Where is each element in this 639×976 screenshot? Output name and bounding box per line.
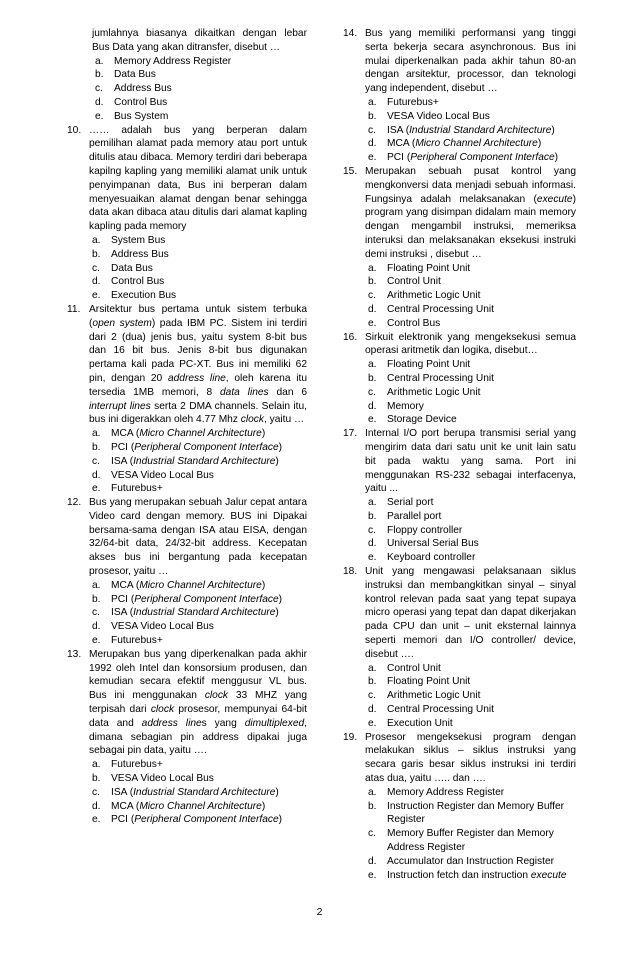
option-text: Universal Serial Bus [387,538,479,550]
option-letter: a. [368,497,377,509]
option-letter: c. [92,607,100,619]
left-question-list [67,124,307,828]
answer-option [89,758,307,772]
option-text: Control Bus [387,317,441,329]
option-letter: e. [368,869,377,881]
question-number: 10. [67,124,82,136]
question-18 [343,565,576,731]
answer-option [365,413,576,427]
option-letter: b. [92,248,101,260]
option-letter: e. [368,414,377,426]
answer-option [365,303,576,317]
option-text: Address Bus [111,248,169,260]
option-list [365,358,576,427]
answer-option [89,441,307,455]
answer-option [89,469,307,483]
question-15 [343,165,576,331]
option-text: PCI (Peripheral Component Interface) [111,441,283,453]
right-question-list [343,27,576,882]
option-text: Control Unit [387,276,441,288]
option-text: Arithmetic Logic Unit [387,386,481,398]
option-text: Futurebus+ [387,96,439,108]
question-stem: Sirkuit elektronik yang mengeksekusi semua operasi aritmetik dan logika, disebut… [365,331,576,357]
option-list [365,662,576,731]
answer-option [365,551,576,565]
answer-option [365,717,576,731]
option-letter: d. [368,303,377,315]
option-letter: a. [368,359,377,371]
answer-option [365,703,576,717]
answer-option [92,82,307,96]
answer-option [89,772,307,786]
option-text: Floppy controller [387,524,463,536]
option-text: MCA (Micro Channel Architecture) [111,800,266,812]
option-letter: c. [368,828,376,840]
answer-option [365,689,576,703]
option-letter: d. [92,800,101,812]
option-letter: d. [92,276,101,288]
answer-option [365,675,576,689]
option-text: Execution Unit [387,717,453,729]
question-number: 19. [343,731,358,743]
option-text: VESA Video Local Bus [387,110,490,122]
answer-option [89,593,307,607]
question-10 [67,124,307,303]
option-text: Central Processing Unit [387,704,495,716]
answer-option [365,537,576,551]
answer-option [365,800,576,828]
answer-option [365,855,576,869]
option-letter: c. [92,455,100,467]
option-list [89,758,307,827]
option-text: Futurebus+ [111,759,163,771]
option-letter: e. [92,814,101,826]
option-text: ISA (Industrial Standard Architecture) [387,124,555,136]
option-text: Parallel port [387,510,442,522]
option-text: Central Processing Unit [387,372,495,384]
answer-option [92,55,307,69]
question-stem: …… adalah bus yang berperan dalam pemilihan alamat pada memory atau port untuk ditulis atau dibaca. Memory terdiri dari beberapa kapilng kapling yang memiliki alamat unik untuk penyimpanan data, Bus ini berperan dalam menyesuaikan alamat dengan benar sehingga data akan dibaca atau ditulis dari alamat kapling kapling pada memory [89,124,308,233]
question-19 [343,731,576,883]
answer-option [365,151,576,165]
answer-option [365,110,576,124]
question-13 [67,648,307,827]
question-9-continuation [67,27,307,124]
option-text: Control Unit [387,662,441,674]
option-letter: a. [92,579,101,591]
answer-option [89,634,307,648]
answer-option [365,372,576,386]
option-list [365,786,576,883]
answer-option [365,827,576,855]
option-text: Data Bus [114,69,156,81]
question-stem: jumlahnya biasanya dikaitkan dengan lebar Bus Data yang akan ditransfer, disebut … [92,28,307,53]
option-text: ISA (Industrial Standard Architecture) [111,607,279,619]
option-letter: c. [92,262,100,274]
option-list [89,579,307,648]
answer-option [89,579,307,593]
option-list [89,427,307,496]
option-letter: a. [92,759,101,771]
option-letter: e. [92,483,101,495]
option-letter: e. [368,717,377,729]
question-11 [67,303,307,496]
answer-option [89,275,307,289]
option-letter: c. [92,786,100,798]
option-letter: a. [92,234,101,246]
answer-option [365,137,576,151]
option-letter: c. [368,124,376,136]
answer-option [92,68,307,82]
question-17 [343,427,576,565]
option-text: PCI (Peripheral Component Interface) [111,814,283,826]
option-letter: c. [368,690,376,702]
option-text: MCA (Micro Channel Architecture) [111,579,266,591]
option-text: Floating Point Unit [387,676,471,688]
answer-option [365,400,576,414]
option-text: Storage Device [387,414,457,426]
right-column [343,27,576,882]
option-letter: c. [368,290,376,302]
answer-option [89,427,307,441]
option-letter: e. [368,552,377,564]
option-letter: d. [92,621,101,633]
option-letter: b. [368,372,377,384]
option-text: Data Bus [111,262,153,274]
answer-option [365,317,576,331]
question-12 [67,496,307,648]
option-text: ISA (Industrial Standard Architecture) [111,786,279,798]
option-text: Keyboard controller [387,552,476,564]
question-number: 18. [343,566,358,578]
option-letter: b. [92,593,101,605]
option-letter: d. [368,704,377,716]
question-number: 11. [67,303,81,315]
option-letter: e. [368,317,377,329]
option-letter: a. [368,786,377,798]
option-letter: c. [368,386,376,398]
question-stem: Prosesor mengeksekusi program dengan melakukan siklus – siklus instruksi yang secara garis besar siklus instruksi ini terdiri atas dua, yaitu ….. dan …. [365,731,576,785]
option-letter: d. [368,855,377,867]
answer-option [89,800,307,814]
answer-option [365,358,576,372]
page-number: 2 [316,906,323,918]
option-letter: c. [95,83,103,95]
option-letter: a. [368,96,377,108]
option-text: VESA Video Local Bus [111,469,214,481]
option-letter: d. [368,138,377,150]
option-text: System Bus [111,234,166,246]
answer-option [89,289,307,303]
option-letter: a. [92,428,101,440]
question-number: 15. [343,165,358,177]
option-list [365,262,576,331]
option-text: Address Bus [114,83,172,95]
answer-option [365,524,576,538]
option-text: MCA (Micro Channel Architecture) [387,138,542,150]
answer-option [365,786,576,800]
question-number: 17. [343,428,358,440]
option-list [89,234,307,303]
option-text: Central Processing Unit [387,303,495,315]
option-text: Bus System [114,110,169,122]
option-letter: d. [95,96,104,108]
option-letter: b. [95,69,104,81]
answer-option [92,96,307,110]
option-letter: b. [368,510,377,522]
answer-option [89,455,307,469]
option-letter: d. [92,469,101,481]
answer-option [365,386,576,400]
option-text: Control Bus [111,276,165,288]
option-text: Arithmetic Logic Unit [387,290,481,302]
option-letter: a. [95,55,104,67]
option-letter: b. [92,773,101,785]
option-text: Futurebus+ [111,483,163,495]
option-text: Memory Buffer Register dan Memory Address Register [387,828,554,854]
answer-option [365,662,576,676]
answer-option [89,606,307,620]
option-text: Memory Address Register [387,786,505,798]
answer-option [365,262,576,276]
answer-option [365,869,576,883]
answer-option [92,110,307,124]
answer-option [89,234,307,248]
option-letter: d. [368,538,377,550]
option-text: Execution Bus [111,290,177,302]
answer-option [365,510,576,524]
option-letter: b. [92,441,101,453]
option-letter: b. [368,276,377,288]
option-text: Memory Address Register [114,55,232,67]
question-number: 12. [67,497,82,509]
option-letter: b. [368,110,377,122]
option-list [67,55,307,124]
answer-option [89,248,307,262]
answer-option [365,124,576,138]
answer-option [89,620,307,634]
question-stem: Merupakan sebuah pusat kontrol yang mengkonversi data menjadi sebuah informasi. Fungsinya adalah melaksanakan (execute) program yang disimpan didalam main memory dengan mengambil instruksi, memeriksa interuksi dan melaksanakan eksekusi instruki demi instruksi , disebut … [365,165,576,260]
answer-option [89,786,307,800]
question-stem: Unit yang mengawasi pelaksanaan siklus instruksi dan membangkitkan sinyal – sinyal kontrol relevan pada saat yang tepat supaya micro operasi yang tepat dan dapat dikerjakan pada CPU dan unit – unit eksternal lainnya seperti memori dan I/O controller/ device, disebut …. [365,566,576,660]
option-text: Futurebus+ [111,635,163,647]
option-letter: e. [92,635,101,647]
option-text: Instruction Register dan Memory Buffer Register [387,800,565,826]
answer-option [89,262,307,276]
question-stem: Arsitektur bus pertama untuk sistem terbuka (open system) pada IBM PC. Sistem ini terdiri dari 2 (dua) jenis bus, yaitu system 8-bit bus dan 16 bit bus. Jenis 8-bit bus digunakan pertama kali pada PC-XT. Bus ini memiliki 62 pin, dengan 20 address line, oleh karena itu tersedia 1MB memori, 8 data lines dan 6 interrupt lines serta 2 DMA channels. Selain itu, bus ini digerakkan oleh 4.77 Mhz clock, yaitu … [89,303,308,426]
option-letter: b. [368,800,377,812]
question-14 [343,27,576,165]
question-number: 14. [343,28,358,39]
question-stem: Internal I/O port berupa transmisi serial yang mengirim data dari satu unit ke unit lain satu bit pada waktu yang sama. Port ini menggunakan RS-232 sebagai interfacenya, yaitu ... [365,428,576,495]
option-text: Serial port [387,497,434,509]
option-text: Control Bus [114,96,168,108]
option-letter: d. [368,400,377,412]
answer-option [365,96,576,110]
answer-option [365,275,576,289]
option-letter: e. [95,110,104,122]
question-number: 13. [67,648,82,660]
option-list [365,496,576,565]
left-column [67,27,307,827]
option-letter: c. [368,524,376,536]
option-text: MCA (Micro Channel Architecture) [111,428,266,440]
option-letter: a. [368,262,377,274]
option-list [365,96,576,165]
option-text: Floating Point Unit [387,359,471,371]
option-letter: b. [368,676,377,688]
option-text: Accumulator dan Instruction Register [387,855,555,867]
option-text: PCI (Peripheral Component Interface) [111,593,283,605]
answer-option [89,482,307,496]
option-text: ISA (Industrial Standard Architecture) [111,455,279,467]
option-text: PCI (Peripheral Component Interface) [387,152,559,164]
option-text: VESA Video Local Bus [111,621,214,633]
question-stem: Merupakan bus yang diperkenalkan pada akhir 1992 oleh Intel dan konsorsium produsen, dan kemudian secara efektif menggusur VL bus. Bus ini menggunakan clock 33 MHZ yang terpisah dari clock prosesor, mempunyai 64-bit data and address lines yang dimultiplexed, dimana sebagian pin address dipakai juga sebagai pin data, yaitu …. [89,648,308,757]
option-text: Memory [387,400,424,412]
answer-option [365,289,576,303]
option-text: Arithmetic Logic Unit [387,690,481,702]
option-letter: e. [368,152,377,164]
question-16 [343,331,576,428]
question-number: 16. [343,331,358,343]
option-text: Instruction fetch dan instruction execute [387,869,567,881]
option-text: VESA Video Local Bus [111,773,214,785]
question-stem: Bus yang memiliki performansi yang tinggi serta bekerja secara asynchronous. Bus ini mulai diperkenalkan pada akhir tahun 80-an dengan arsitektur, processor, dan teknologi yang independent, disebut … [365,28,576,95]
option-letter: e. [92,290,101,302]
option-text: Floating Point Unit [387,262,471,274]
question-stem: Bus yang merupakan sebuah Jalur cepat antara Video card dengan memory. BUS ini Dipakai bersama-sama dengan ISA atau EISA, dengan 32/64-bit data, 24/32-bit address. Kecepatan akses bus ini bergantung pada kecepatan prosesor, yaitu … [89,497,307,578]
option-letter: a. [368,662,377,674]
answer-option [89,813,307,827]
answer-option [365,496,576,510]
